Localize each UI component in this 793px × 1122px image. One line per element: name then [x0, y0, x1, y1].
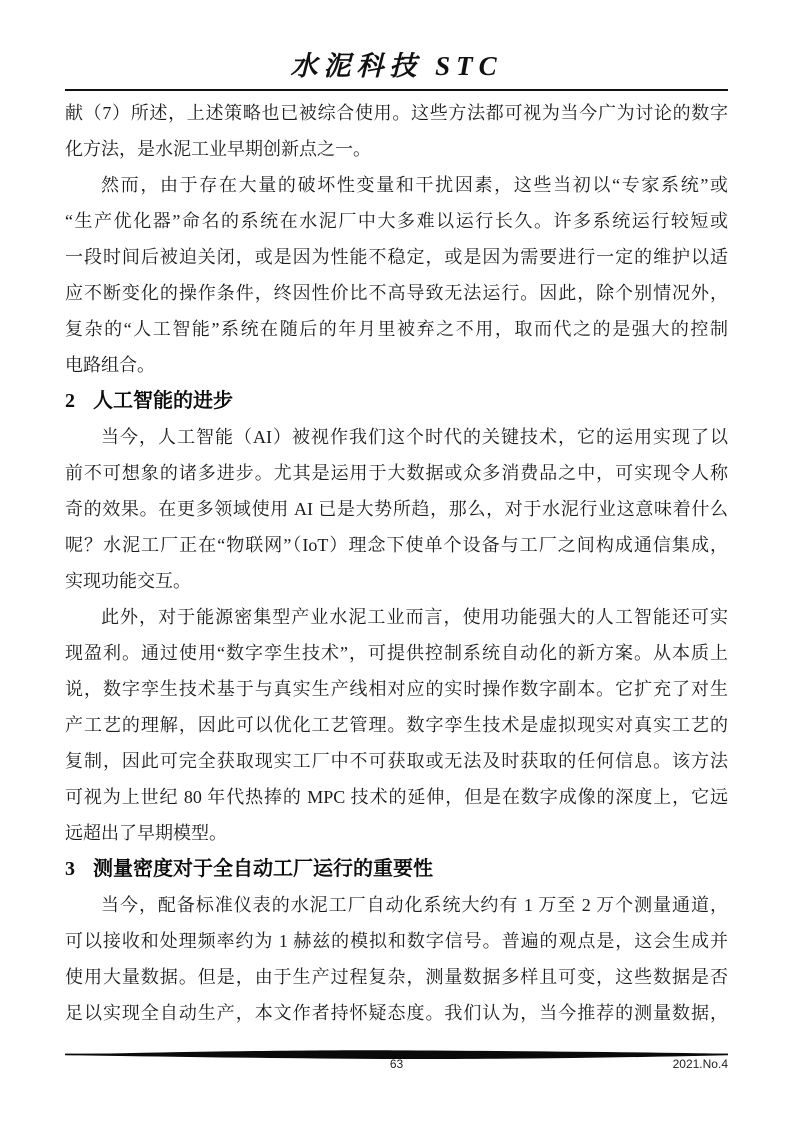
text-line: 足以实现全自动生产，本文作者持怀疑态度。我们认为，当今推荐的测量数据，	[65, 1003, 728, 1023]
text-line: 可以接收和处理频率约为 1 赫兹的模拟和数字信号。普遍的观点是，这会生成并	[65, 931, 728, 951]
text-line: 实现功能交互。	[65, 571, 191, 591]
text-line: 产工艺的理解，因此可以优化工艺管理。数字孪生技术是虚拟现实对真实工艺的	[65, 715, 728, 735]
text-line: 一段时间后被迫关闭，或是因为性能不稳定，或是因为需要进行一定的维护以适	[65, 247, 728, 267]
text-line: 当今，配备标准仪表的水泥工厂自动化系统大约有 1 万至 2 万个测量通道，	[101, 895, 728, 915]
text-line: 现盈利。通过使用“数字孪生技术”，可提供控制系统自动化的新方案。从本质上	[65, 643, 728, 663]
text-line: 应不断变化的操作条件，终因性价比不高导致无法运行。因此，除个别情况外，	[65, 283, 728, 303]
section-heading	[65, 851, 728, 887]
text-line: 说，数字孪生技术基于与真实生产线相对应的实时操作数字副本。它扩充了对生	[65, 679, 728, 699]
text-line: 使用大量数据。但是，由于生产过程复杂，测量数据多样且可变，这些数据是否	[65, 967, 728, 987]
footer	[65, 1057, 728, 1071]
section-title: 人工智能的进步	[93, 390, 233, 412]
text-line: 此外，对于能源密集型产业水泥工业而言，使用功能强大的人工智能还可实	[101, 607, 728, 627]
issue-label: 2021.No.4	[672, 1057, 728, 1071]
section-title: 测量密度对于全自动工厂运行的重要性	[93, 858, 433, 880]
header-rule	[65, 89, 728, 91]
text-line: 前不可想象的诸多进步。尤其是运用于大数据或众多消费品之中，可实现令人称	[65, 463, 728, 483]
journal-title: 水泥科技 STC	[290, 51, 503, 81]
section-number: 3	[65, 858, 75, 880]
section-number: 2	[65, 390, 75, 412]
text-line: “生产优化器”命名的系统在水泥厂中大多难以运行长久。许多系统运行较短或	[65, 211, 728, 231]
text-line: 化方法，是水泥工业早期创新点之一。	[65, 139, 371, 159]
text-line: 献（7）所述，上述策略也已被综合使用。这些方法都可视为当今广为讨论的数字	[65, 103, 728, 123]
text-line: 呢？水泥工厂正在“物联网”（IoT）理念下使单个设备与工厂之间构成通信集成，	[65, 535, 728, 555]
section-heading	[65, 383, 728, 419]
text-line: 远超出了早期模型。	[65, 823, 227, 843]
text-line: 可视为上世纪 80 年代热捧的 MPC 技术的延伸，但是在数字成像的深度上，它远	[65, 787, 728, 807]
text-line: 复杂的“人工智能”系统在随后的年月里被弃之不用，取而代之的是强大的控制	[65, 319, 728, 339]
text-line: 复制，因此可完全获取现实工厂中不可获取或无法及时获取的任何信息。该方法	[65, 751, 728, 771]
text-line: 当今，人工智能（AI）被视作我们这个时代的关键技术，它的运用实现了以	[101, 427, 728, 447]
page-number: 63	[389, 1057, 404, 1071]
text-line: 然而，由于存在大量的破坏性变量和干扰因素，这些当初以“专家系统”或	[101, 175, 728, 195]
footer-divider-bar	[65, 1047, 728, 1057]
text-line: 奇的效果。在更多领域使用 AI 已是大势所趋，那么，对于水泥行业这意味着什么	[65, 499, 728, 519]
text-line: 电路组合。	[65, 355, 155, 375]
article-body	[65, 95, 728, 1031]
